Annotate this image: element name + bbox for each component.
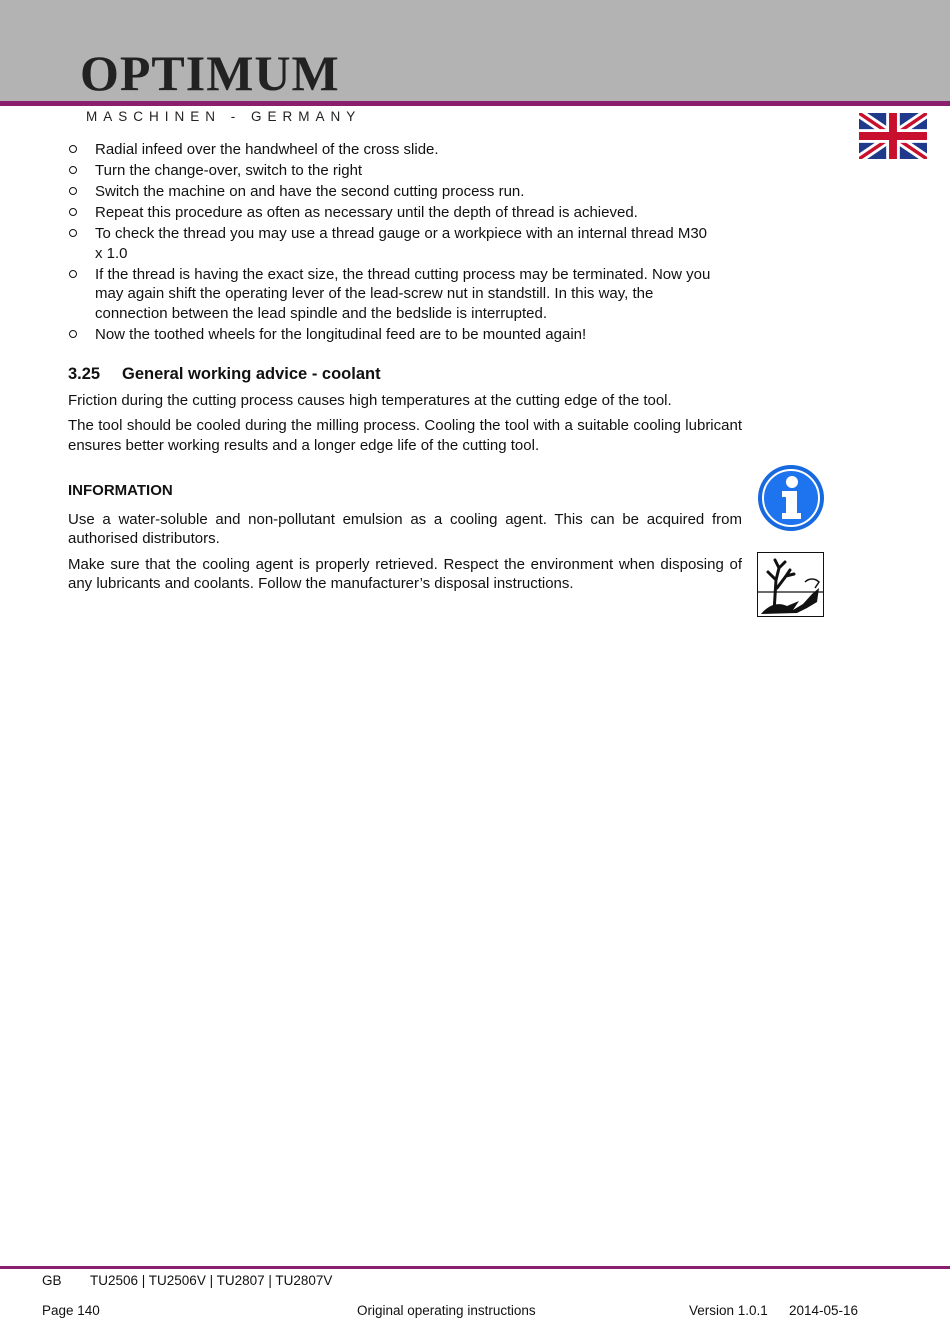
section-heading [68,365,742,385]
footer-rule [0,1266,950,1269]
bullet-circle-icon [69,270,77,278]
footer-date: 2014-05-16 [789,1303,859,1318]
header-rule [0,101,950,106]
bullet-circle-icon [69,166,77,174]
footer-version: Version 1.0.1 [689,1303,768,1318]
bullet-circle-icon [69,145,77,153]
list-item: Switch the machine on and have the second cutting process run. [68,182,742,202]
bullet-circle-icon [69,330,77,338]
info-icon [757,464,825,532]
environment-hazard-icon [757,552,824,617]
section-paragraph: The tool should be cooled during the milling process. Cooling the tool with a suitable cooling lubricant ensures better working results and a longer edge life of the cutting tool. [68,417,742,454]
section-number: 3.25 [68,365,101,383]
main-content [68,140,742,600]
list-item: Turn the change-over, switch to the right [68,161,742,181]
footer-models: TU2506 | TU2506V | TU2807 | TU2807V [90,1273,333,1288]
list-item: To check the thread you may use a thread gauge or a workpiece with an internal thread M30 x 1.0 [68,224,715,263]
footer-doc-type: Original operating instructions [357,1303,536,1318]
uk-flag-icon [859,113,927,159]
list-item: Repeat this procedure as often as necessary until the depth of thread is achieved. [68,203,742,223]
bullet-circle-icon [69,229,77,237]
information-paragraph: Make sure that the cooling agent is properly retrieved. Respect the environment when disposing of any lubricants and coolants. Follow the manufacturer’s disposal instructions. [68,555,742,592]
instruction-list [68,140,742,344]
brand-tagline: MASCHINEN - GERMANY [86,109,362,124]
section-title: General working advice - coolant [122,365,381,383]
footer-language: GB [42,1273,62,1288]
brand-logo: OPTIMUM [80,45,340,101]
list-item: Radial infeed over the handwheel of the cross slide. [68,140,742,160]
information-paragraph: Use a water-soluble and non-pollutant emulsion as a cooling agent. This can be acquired from authorised distributors. [68,510,742,547]
list-item: Now the toothed wheels for the longitudinal feed are to be mounted again! [68,325,742,345]
information-heading: INFORMATION [68,482,173,499]
list-item: If the thread is having the exact size, the thread cutting process may be terminated. Now you may again shift the operating lever of the lead-screw nut in standstill. In this way, the connection between the lead spindle and the bedslide is interrupted. [68,265,725,324]
section-paragraph: Friction during the cutting process causes high temperatures at the cutting edge of the tool. [68,391,672,409]
bullet-circle-icon [69,208,77,216]
footer-page-number: Page 140 [42,1303,100,1318]
bullet-circle-icon [69,187,77,195]
